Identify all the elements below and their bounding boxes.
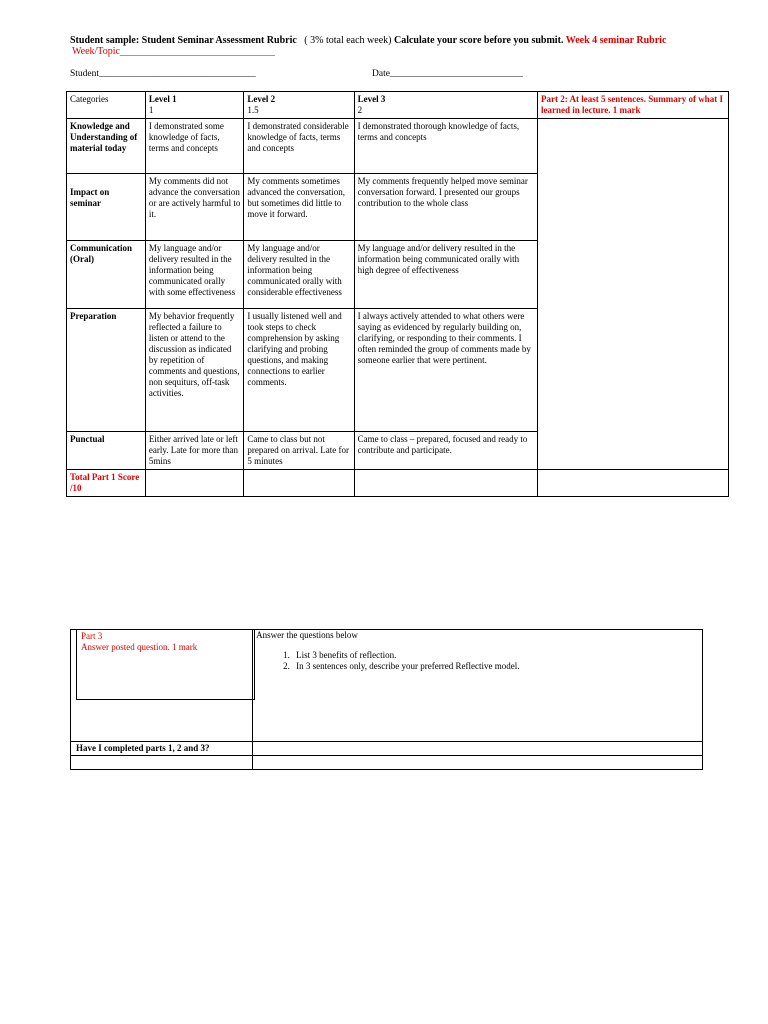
checklist-answer-cell[interactable]	[253, 742, 703, 756]
category-cell: Preparation	[67, 309, 146, 432]
category-cell: Knowledge and Understanding of material today	[67, 119, 146, 174]
part2-answer-area[interactable]	[537, 119, 728, 470]
level3-cell: My comments frequently helped move seminar conversation forward. I presented our groups contribution to the whole class	[354, 174, 537, 241]
level3-cell: Came to class – prepared, focused and ready to contribute and participate.	[354, 432, 537, 470]
level1-cell: My language and/or delivery resulted in the information being communicated orally with some effectiveness	[145, 241, 243, 309]
part3-table	[70, 629, 703, 770]
student-field[interactable]: Student_________________________________	[70, 69, 256, 79]
level2-cell: I demonstrated considerable knowledge of facts, terms and concepts	[244, 119, 354, 174]
rubric-header-row	[67, 92, 729, 119]
checklist-label: Have I completed parts 1, 2 and 3?	[71, 742, 253, 756]
blank-cell[interactable]	[71, 756, 253, 770]
total-label: Total Part 1 Score /10	[67, 470, 146, 497]
category-cell: Impact on seminar	[67, 174, 146, 241]
header-categories: Categories	[67, 92, 146, 119]
date-field[interactable]: Date____________________________	[372, 69, 523, 79]
header-title-line	[70, 35, 666, 46]
part3-question-row	[71, 630, 703, 742]
category-cell: Punctual	[67, 432, 146, 470]
header-part2: Part 2: At least 5 sentences. Summary of what I learned in lecture. 1 mark	[537, 92, 728, 119]
level1-cell: My behavior frequently reflected a failure to listen or attend to the discussion as indicated by repetition of comments and questions, non sequiturs, off-task activities.	[145, 309, 243, 432]
level2-cell: Came to class but not prepared on arrival. Late for 5 minutes	[244, 432, 354, 470]
part3-answer-cell[interactable]	[253, 630, 703, 742]
week-topic-line: Week/Topic_______________________________	[72, 46, 275, 57]
blank-cell[interactable]	[253, 756, 703, 770]
level2-cell: I usually listened well and took steps to check comprehension by asking clarifying and probing questions, and making connections to earlier comments.	[244, 309, 354, 432]
header-weight-note: ( 3% total each week)	[296, 35, 394, 46]
level1-cell: Either arrived late or left early. Late for more than 5mins	[145, 432, 243, 470]
rubric-total-row	[67, 470, 729, 497]
category-cell: Communication (Oral)	[67, 241, 146, 309]
rubric-table	[66, 91, 729, 497]
header-level-3: Level 3 2	[354, 92, 537, 119]
level3-cell: My language and/or delivery resulted in the information being communicated orally with high degree of effectiveness	[354, 241, 537, 309]
question-item: 1. List 3 benefits of reflection.	[292, 650, 699, 661]
blank-row	[71, 756, 703, 770]
question-item: 2. In 3 sentences only, describe your preferred Reflective model.	[292, 661, 699, 672]
header-title: Student sample: Student Seminar Assessment Rubric	[70, 35, 297, 46]
part3-title: Part 3	[81, 631, 103, 641]
level2-cell: My comments sometimes advanced the conversation, but sometimes did little to move it forward.	[244, 174, 354, 241]
level1-cell: I demonstrated some knowledge of facts, terms and concepts	[145, 119, 243, 174]
part3-label-box	[76, 630, 255, 700]
checklist-row	[71, 742, 703, 756]
level3-cell: I always actively attended to what others were saying as evidenced by regularly building on, clarifying, or responding to their comments. I often reminded the group of comments made by someone earlier that were pertinent.	[354, 309, 537, 432]
total-part2-cell[interactable]	[537, 470, 728, 497]
question-list	[256, 650, 699, 672]
total-level2-cell[interactable]	[244, 470, 354, 497]
part3-subtitle: Answer posted question. 1 mark	[81, 642, 198, 652]
total-level1-cell[interactable]	[145, 470, 243, 497]
header-level-1: Level 1 1	[145, 92, 243, 119]
part3-label-cell	[71, 630, 253, 742]
part3-instructions: Answer the questions below	[256, 630, 358, 640]
level2-cell: My language and/or delivery resulted in the information being communicated orally with considerable effectiveness	[244, 241, 354, 309]
page-header	[70, 35, 666, 57]
level3-cell: I demonstrated thorough knowledge of facts, terms and concepts	[354, 119, 537, 174]
header-week: Week 4 seminar Rubric	[565, 35, 667, 46]
total-level3-cell[interactable]	[354, 470, 537, 497]
level1-cell: My comments did not advance the conversation or are actively harmful to it.	[145, 174, 243, 241]
header-level-2: Level 2 1.5	[244, 92, 354, 119]
rubric-row-knowledge	[67, 119, 729, 174]
header-instruction: Calculate your score before you submit.	[393, 35, 566, 46]
